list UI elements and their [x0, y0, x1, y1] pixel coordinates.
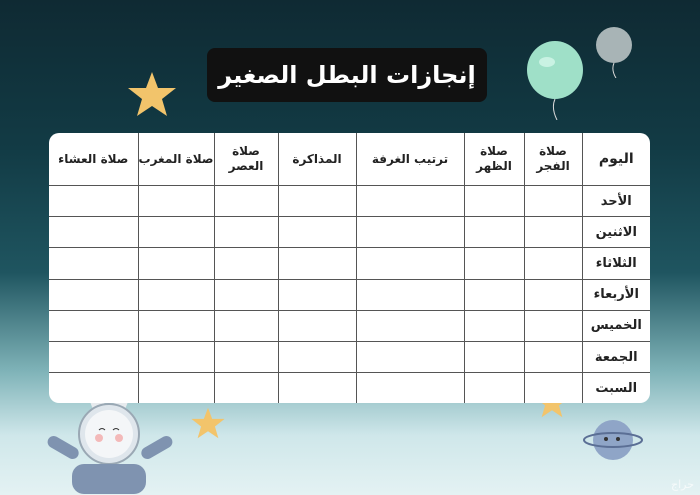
header-row	[49, 133, 650, 186]
table-row	[49, 186, 650, 217]
table-cell[interactable]	[524, 342, 582, 373]
column-header-fajr: صلاة الفجر	[524, 133, 582, 186]
table-cell[interactable]	[524, 217, 582, 248]
day-label: الأحد	[582, 186, 650, 217]
table-cell[interactable]	[464, 310, 524, 341]
day-label: الخميس	[582, 310, 650, 341]
table-cell[interactable]	[138, 248, 214, 279]
table-row	[49, 342, 650, 373]
column-header-room: ترتيب الغرفة	[356, 133, 464, 186]
table-cell[interactable]	[49, 186, 138, 217]
day-label: الاثنين	[582, 217, 650, 248]
table-cell[interactable]	[278, 279, 356, 310]
table-cell[interactable]	[138, 342, 214, 373]
star-icon-top-left	[126, 70, 178, 118]
column-header-study: المذاكرة	[278, 133, 356, 186]
table-cell[interactable]	[214, 248, 278, 279]
column-header-asr: صلاة العصر	[214, 133, 278, 186]
table-cell[interactable]	[464, 217, 524, 248]
table-cell[interactable]	[49, 248, 138, 279]
table-cell[interactable]	[464, 342, 524, 373]
column-header-dhuhr: صلاة الظهر	[464, 133, 524, 186]
day-label: السبت	[582, 373, 650, 403]
table-cell[interactable]	[214, 217, 278, 248]
table-cell[interactable]	[138, 279, 214, 310]
table-cell[interactable]	[524, 373, 582, 403]
balloon-icon-mint	[524, 40, 586, 120]
table-cell[interactable]	[356, 310, 464, 341]
table-cell[interactable]	[464, 373, 524, 403]
table-cell[interactable]	[278, 248, 356, 279]
table-cell[interactable]	[524, 310, 582, 341]
table-cell[interactable]	[49, 217, 138, 248]
table-cell[interactable]	[356, 248, 464, 279]
table-cell[interactable]	[138, 217, 214, 248]
weekly-schedule-table	[49, 133, 650, 403]
table-cell[interactable]	[524, 186, 582, 217]
table-cell[interactable]	[356, 279, 464, 310]
table-cell[interactable]	[278, 310, 356, 341]
day-label: الأربعاء	[582, 279, 650, 310]
column-header-isha: صلاة العشاء	[49, 133, 138, 186]
table-cell[interactable]	[524, 279, 582, 310]
table-row	[49, 248, 650, 279]
table-cell[interactable]	[138, 310, 214, 341]
table-cell[interactable]	[464, 186, 524, 217]
table-cell[interactable]	[278, 342, 356, 373]
table-cell[interactable]	[138, 186, 214, 217]
table-cell[interactable]	[356, 217, 464, 248]
table-cell[interactable]	[138, 373, 214, 403]
table-row	[49, 217, 650, 248]
table-cell[interactable]	[278, 373, 356, 403]
star-icon-bottom-middle	[190, 405, 226, 441]
page-title: إنجازات البطل الصغير	[207, 48, 487, 102]
table-cell[interactable]	[214, 279, 278, 310]
table-cell[interactable]	[214, 373, 278, 403]
table-cell[interactable]	[278, 186, 356, 217]
table-row	[49, 279, 650, 310]
table-cell[interactable]	[214, 342, 278, 373]
table-cell[interactable]	[214, 310, 278, 341]
watermark: حراج	[670, 478, 694, 491]
table-row	[49, 310, 650, 341]
column-header-maghrib: صلاة المغرب	[138, 133, 214, 186]
table-cell[interactable]	[356, 186, 464, 217]
planet-icon	[582, 413, 644, 467]
table-cell[interactable]	[356, 373, 464, 403]
table-cell[interactable]	[49, 342, 138, 373]
table-row	[49, 373, 650, 403]
table-cell[interactable]	[49, 373, 138, 403]
day-label: الثلاثاء	[582, 248, 650, 279]
column-header-day: اليوم	[582, 133, 650, 186]
day-label: الجمعة	[582, 342, 650, 373]
table-cell[interactable]	[278, 217, 356, 248]
table-cell[interactable]	[464, 279, 524, 310]
table-cell[interactable]	[214, 186, 278, 217]
table-cell[interactable]	[464, 248, 524, 279]
table-cell[interactable]	[49, 310, 138, 341]
table-cell[interactable]	[524, 248, 582, 279]
table-cell[interactable]	[356, 342, 464, 373]
balloon-icon-gray	[594, 26, 634, 78]
table-cell[interactable]	[49, 279, 138, 310]
